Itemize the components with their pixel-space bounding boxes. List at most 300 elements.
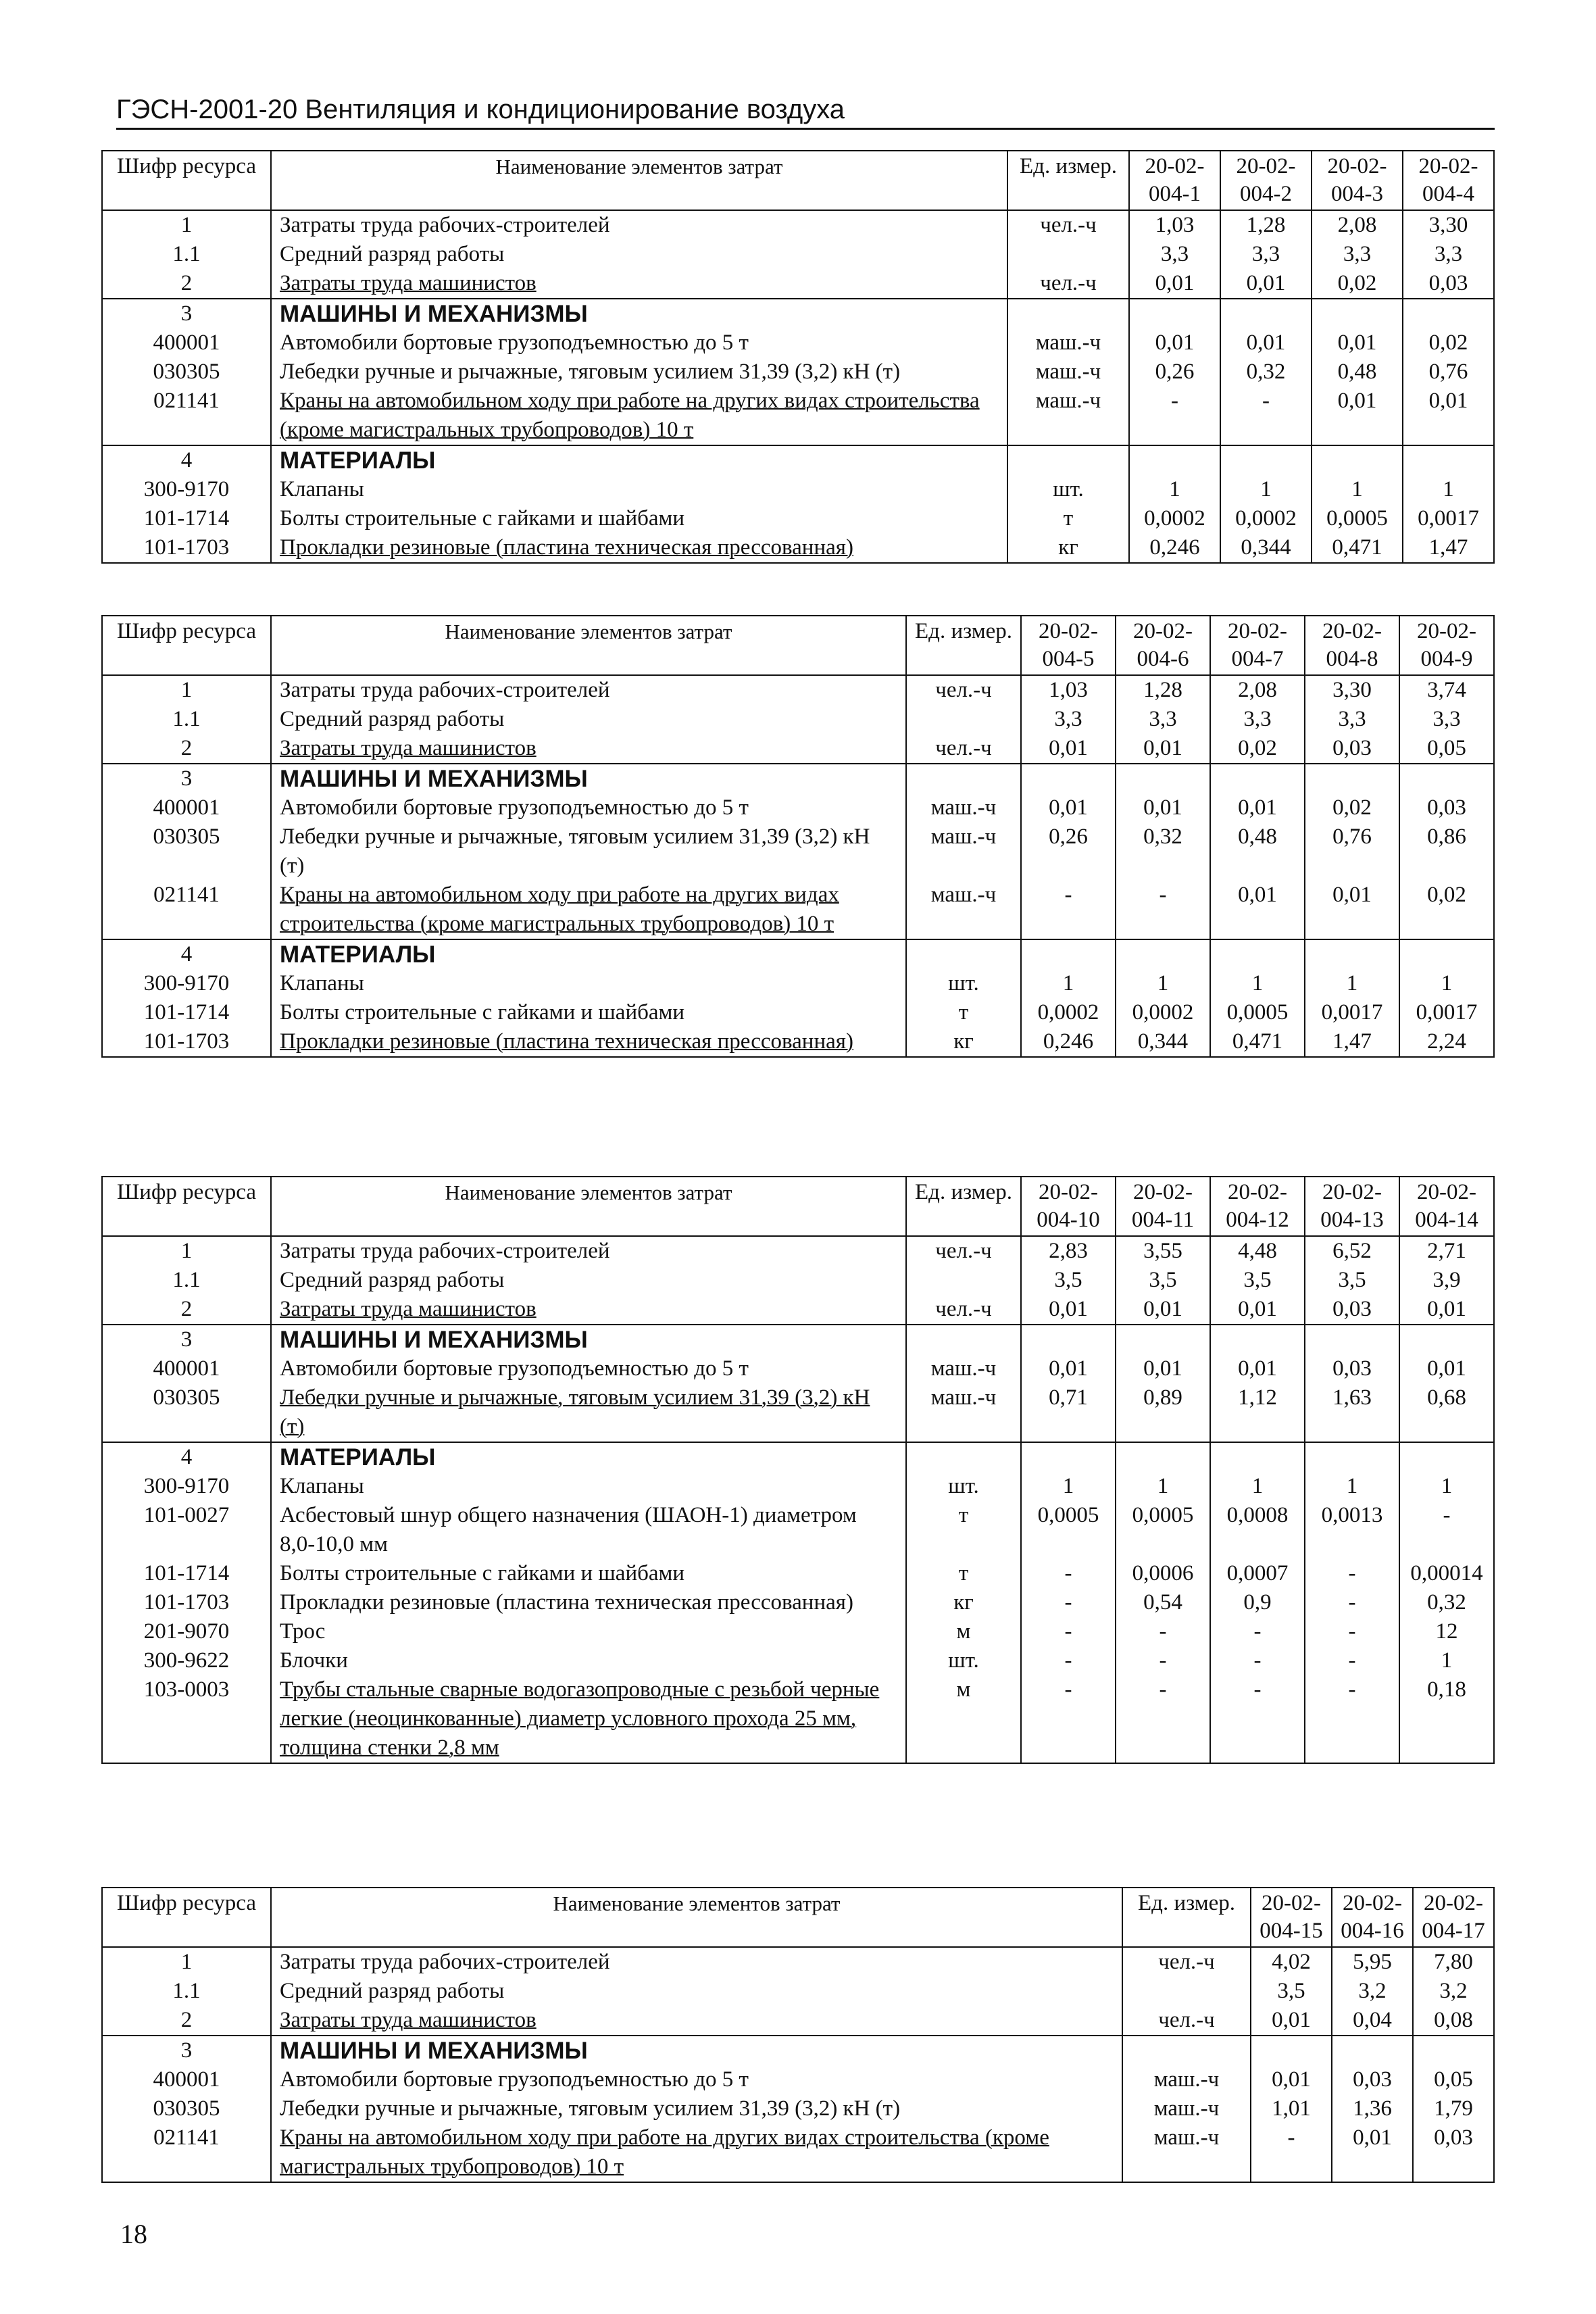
resource-name-text: МАТЕРИАЛЫ (280, 1444, 436, 1471)
value-cell: 0,03 (1305, 1354, 1399, 1383)
value-cell: 0,0002 (1116, 998, 1210, 1027)
value-cell (1116, 939, 1210, 969)
value-cell: 0,9 (1210, 1588, 1305, 1617)
resource-name-text: Лебедки ручные и рычажные, тяговым усилием 31,39 (3,2) кН (т) (280, 1385, 870, 1439)
section-row (102, 299, 1494, 328)
resource-name-text: Затраты труда рабочих-строителей (280, 1950, 610, 1974)
resource-unit: маш.-ч (906, 1383, 1021, 1442)
value-cell: 1 (1220, 475, 1312, 504)
value-cell (1251, 2036, 1332, 2065)
resource-unit (1007, 240, 1129, 269)
value-cell: 0,89 (1116, 1383, 1210, 1442)
value-cell: 1 (1129, 475, 1220, 504)
resource-name (271, 387, 1007, 445)
resource-unit (1007, 445, 1129, 475)
value-cell: 0,03 (1399, 793, 1494, 822)
value-cell: 0,26 (1021, 822, 1116, 881)
resource-unit (906, 1442, 1021, 1472)
resource-name-text: МАТЕРИАЛЫ (280, 447, 436, 474)
table-row (102, 475, 1494, 504)
resource-unit: маш.-ч (906, 793, 1021, 822)
resource-code: 101-1703 (102, 1027, 271, 1057)
table-row (102, 269, 1494, 299)
value-cell: - (1305, 1588, 1399, 1617)
value-cell (1210, 939, 1305, 969)
value-cell: - (1305, 1617, 1399, 1646)
section-row (102, 939, 1494, 969)
resource-name-text: Клапаны (280, 971, 364, 995)
resource-unit (906, 705, 1021, 734)
resource-name (271, 358, 1007, 387)
resource-name-text: Автомобили бортовые грузоподъемностью до 5 т (280, 1356, 749, 1381)
value-cell: - (1021, 881, 1116, 939)
column-header: 20-02-004-17 (1413, 1888, 1494, 1947)
value-cell: 6,52 (1305, 1236, 1399, 1266)
value-cell: - (1021, 1588, 1116, 1617)
resource-unit: чел.-ч (1007, 210, 1129, 240)
name-header: Наименование элементов затрат (271, 616, 906, 675)
resource-code: 1.1 (102, 1266, 271, 1295)
value-cell: 1,03 (1129, 210, 1220, 240)
resource-name (271, 2123, 1122, 2182)
value-cell: 0,03 (1305, 734, 1399, 764)
value-cell: 0,01 (1210, 1295, 1305, 1325)
value-cell: 3,5 (1116, 1266, 1210, 1295)
resource-name (271, 1675, 906, 1763)
section-row (102, 1442, 1494, 1472)
resource-name-text: Средний разряд работы (280, 242, 505, 266)
resource-name-text: Блочки (280, 1648, 348, 1673)
resource-code: 030305 (102, 358, 271, 387)
table-row (102, 328, 1494, 358)
resource-code: 2 (102, 1295, 271, 1325)
section-row (102, 764, 1494, 793)
resource-name (271, 1559, 906, 1588)
column-header: 20-02-004-4 (1403, 151, 1494, 210)
table-row (102, 1559, 1494, 1588)
value-cell: 0,01 (1129, 269, 1220, 299)
resource-name (271, 705, 906, 734)
resource-unit (1122, 2036, 1251, 2065)
value-cell: 1 (1116, 969, 1210, 998)
resource-name-text: Асбестовый шнур общего назначения (ШАОН-1) диаметром 8,0-10,0 мм (280, 1503, 857, 1556)
table-row (102, 734, 1494, 764)
resource-code: 1.1 (102, 705, 271, 734)
value-cell: 3,3 (1305, 705, 1399, 734)
resource-code: 101-1703 (102, 1588, 271, 1617)
value-cell: 1 (1399, 1472, 1494, 1501)
value-cell: 0,246 (1129, 533, 1220, 563)
value-cell: 0,0017 (1399, 998, 1494, 1027)
value-cell: 0,344 (1220, 533, 1312, 563)
resource-name-text: Клапаны (280, 1474, 364, 1498)
column-header: 20-02-004-13 (1305, 1177, 1399, 1236)
value-cell: 0,02 (1403, 328, 1494, 358)
value-cell: 2,71 (1399, 1236, 1494, 1266)
table-row (102, 675, 1494, 705)
value-cell: - (1116, 1675, 1210, 1763)
section-title (271, 1442, 906, 1472)
value-cell: - (1210, 1646, 1305, 1675)
value-cell: 1 (1021, 1472, 1116, 1501)
value-cell: - (1251, 2123, 1332, 2182)
value-cell: 1,12 (1210, 1383, 1305, 1442)
resource-name-text: Затраты труда рабочих-строителей (280, 678, 610, 702)
value-cell: 3,2 (1413, 1977, 1494, 2006)
value-cell (1403, 445, 1494, 475)
resource-name (271, 675, 906, 705)
page-header: ГЭСН-2001-20 Вентиляция и кондиционирование воздуха (116, 95, 1495, 130)
value-cell: 0,02 (1210, 734, 1305, 764)
value-cell: 3,55 (1116, 1236, 1210, 1266)
resource-code: 2 (102, 269, 271, 299)
value-cell: 0,32 (1116, 822, 1210, 881)
resource-unit: маш.-ч (1007, 387, 1129, 445)
value-cell: 0,05 (1399, 734, 1494, 764)
value-cell (1403, 299, 1494, 328)
value-cell (1129, 445, 1220, 475)
value-cell (1312, 299, 1403, 328)
column-header: 20-02-004-8 (1305, 616, 1399, 675)
value-cell: 0,01 (1220, 269, 1312, 299)
resource-unit: кг (906, 1588, 1021, 1617)
resource-unit: чел.-ч (906, 1236, 1021, 1266)
table-row (102, 1295, 1494, 1325)
value-cell (1021, 764, 1116, 793)
resource-name (271, 328, 1007, 358)
column-header: 20-02-004-1 (1129, 151, 1220, 210)
resource-name-text: Автомобили бортовые грузоподъемностью до 5 т (280, 795, 749, 820)
value-cell: 3,3 (1399, 705, 1494, 734)
table-row (102, 1947, 1494, 1977)
resource-code: 300-9170 (102, 475, 271, 504)
section-row (102, 1325, 1494, 1354)
section-row (102, 445, 1494, 475)
value-cell: 0,32 (1399, 1588, 1494, 1617)
value-cell: 0,246 (1021, 1027, 1116, 1057)
resource-unit (1007, 299, 1129, 328)
name-header: Наименование элементов затрат (271, 1888, 1122, 1947)
resource-code: 1.1 (102, 1977, 271, 2006)
column-header: 20-02-004-7 (1210, 616, 1305, 675)
resource-code: 400001 (102, 1354, 271, 1383)
value-cell: 0,02 (1312, 269, 1403, 299)
value-cell: - (1116, 1617, 1210, 1646)
resource-name (271, 1472, 906, 1501)
value-cell: - (1021, 1646, 1116, 1675)
resource-name-text: Затраты труда рабочих-строителей (280, 1239, 610, 1263)
resource-name (271, 210, 1007, 240)
resource-unit: маш.-ч (1122, 2094, 1251, 2123)
resource-name-text: Краны на автомобильном ходу при работе на других видах строительства (кроме магистральных трубопроводов) 10 т (280, 883, 839, 936)
table-row (102, 2094, 1494, 2123)
value-cell: 0,48 (1210, 822, 1305, 881)
value-cell: 1 (1210, 1472, 1305, 1501)
value-cell: 1 (1210, 969, 1305, 998)
value-cell: 0,01 (1312, 328, 1403, 358)
resource-name (271, 1266, 906, 1295)
value-cell (1021, 1442, 1116, 1472)
value-cell: 0,68 (1399, 1383, 1494, 1442)
resource-unit: маш.-ч (1122, 2065, 1251, 2094)
value-cell: 0,03 (1305, 1295, 1399, 1325)
table-row (102, 2006, 1494, 2036)
resource-code: 101-0027 (102, 1501, 271, 1559)
value-cell (1399, 939, 1494, 969)
resource-name (271, 734, 906, 764)
page-number: 18 (120, 2219, 147, 2249)
value-cell: 0,03 (1413, 2123, 1494, 2182)
resource-code: 1 (102, 210, 271, 240)
column-header: 20-02-004-12 (1210, 1177, 1305, 1236)
value-cell: 0,0005 (1021, 1501, 1116, 1559)
value-cell: 3,74 (1399, 675, 1494, 705)
resource-unit: шт. (1007, 475, 1129, 504)
value-cell: 4,48 (1210, 1236, 1305, 1266)
table-row (102, 1646, 1494, 1675)
resource-code: 103-0003 (102, 1675, 271, 1763)
value-cell: 2,08 (1210, 675, 1305, 705)
value-cell (1210, 764, 1305, 793)
resource-code: 1 (102, 1236, 271, 1266)
resource-name-text: МАШИНЫ И МЕХАНИЗМЫ (280, 301, 588, 327)
resource-name (271, 969, 906, 998)
resource-name (271, 881, 906, 939)
value-cell: 3,3 (1129, 240, 1220, 269)
table-row (102, 210, 1494, 240)
resource-name (271, 1354, 906, 1383)
resource-code: 4 (102, 1442, 271, 1472)
resource-name-text: Прокладки резиновые (пластина техническая прессованная) (280, 1029, 853, 1054)
table-row (102, 1236, 1494, 1266)
resource-name-text: Средний разряд работы (280, 707, 505, 731)
resource-code: 021141 (102, 2123, 271, 2182)
resource-unit: шт. (906, 1472, 1021, 1501)
resource-name-text: Средний разряд работы (280, 1268, 505, 1292)
value-cell: 0,01 (1399, 1295, 1494, 1325)
resource-name-text: Трубы стальные сварные водогазопроводные с резьбой черные легкие (неоцинкованные) диаметр условного прохода 25 мм, толщина стенки 2,8 мм (280, 1677, 880, 1760)
value-cell: 0,04 (1332, 2006, 1413, 2036)
column-header: 20-02-004-5 (1021, 616, 1116, 675)
column-header: 20-02-004-6 (1116, 616, 1210, 675)
value-cell (1332, 2036, 1413, 2065)
value-cell: 1,03 (1021, 675, 1116, 705)
value-cell: 0,01 (1021, 1354, 1116, 1383)
resource-name-text: Автомобили бортовые грузоподъемностью до 5 т (280, 330, 749, 355)
name-header: Наименование элементов затрат (271, 1177, 906, 1236)
table-row (102, 1354, 1494, 1383)
resource-code: 3 (102, 764, 271, 793)
value-cell: 1 (1305, 1472, 1399, 1501)
resource-name (271, 998, 906, 1027)
table-row (102, 1027, 1494, 1057)
resource-code: 300-9170 (102, 969, 271, 998)
resource-name-text: Клапаны (280, 477, 364, 501)
table-row (102, 793, 1494, 822)
resource-table-4 (101, 1887, 1495, 2183)
value-cell: 0,0017 (1305, 998, 1399, 1027)
section-title (271, 1325, 906, 1354)
value-cell: 7,80 (1413, 1947, 1494, 1977)
value-cell: 1 (1399, 1646, 1494, 1675)
resource-name-text: Болты строительные с гайками и шайбами (280, 1561, 685, 1585)
value-cell: 0,344 (1116, 1027, 1210, 1057)
value-cell: 0,0002 (1021, 998, 1116, 1027)
value-cell: 0,01 (1403, 387, 1494, 445)
value-cell: 1 (1116, 1472, 1210, 1501)
value-cell: 0,01 (1116, 1295, 1210, 1325)
value-cell (1021, 1325, 1116, 1354)
table-row (102, 1977, 1494, 2006)
value-cell: 3,3 (1116, 705, 1210, 734)
resource-unit: чел.-ч (1122, 2006, 1251, 2036)
value-cell: 4,02 (1251, 1947, 1332, 1977)
value-cell (1399, 764, 1494, 793)
value-cell (1220, 299, 1312, 328)
column-header: 20-02-004-14 (1399, 1177, 1494, 1236)
resource-code: 4 (102, 939, 271, 969)
table-row (102, 998, 1494, 1027)
resource-name (271, 2006, 1122, 2036)
table-row (102, 387, 1494, 445)
resource-unit: чел.-ч (1122, 1947, 1251, 1977)
resource-name-text: Лебедки ручные и рычажные, тяговым усилием 31,39 (3,2) кН (т) (280, 2096, 901, 2121)
resource-unit: т (906, 998, 1021, 1027)
value-cell: 0,01 (1021, 1295, 1116, 1325)
resource-code: 400001 (102, 793, 271, 822)
value-cell (1305, 939, 1399, 969)
value-cell: - (1021, 1559, 1116, 1588)
resource-name (271, 1947, 1122, 1977)
value-cell: 2,83 (1021, 1236, 1116, 1266)
table-row (102, 1472, 1494, 1501)
value-cell: - (1116, 1646, 1210, 1675)
value-cell: 0,05 (1413, 2065, 1494, 2094)
resource-unit: маш.-ч (1122, 2123, 1251, 2182)
value-cell (1413, 2036, 1494, 2065)
value-cell: 1 (1399, 969, 1494, 998)
value-cell: 0,48 (1312, 358, 1403, 387)
value-cell: 1,47 (1403, 533, 1494, 563)
value-cell (1399, 1442, 1494, 1472)
table-row (102, 822, 1494, 881)
unit-header: Ед. измер. (1122, 1888, 1251, 1947)
table-row (102, 533, 1494, 563)
value-cell: 0,01 (1305, 881, 1399, 939)
value-cell: 2,08 (1312, 210, 1403, 240)
resource-code: 030305 (102, 1383, 271, 1442)
value-cell: 0,01 (1116, 734, 1210, 764)
value-cell (1399, 1325, 1494, 1354)
value-cell: 0,0005 (1312, 504, 1403, 533)
value-cell: 0,0007 (1210, 1559, 1305, 1588)
table-row (102, 1266, 1494, 1295)
value-cell: 1 (1403, 475, 1494, 504)
value-cell: 0,71 (1021, 1383, 1116, 1442)
value-cell (1021, 939, 1116, 969)
resource-table-2 (101, 615, 1495, 1058)
value-cell: 0,01 (1116, 1354, 1210, 1383)
resource-unit: чел.-ч (1007, 269, 1129, 299)
resource-name-text: Затраты труда машинистов (280, 736, 537, 760)
table-row (102, 1588, 1494, 1617)
value-cell: 0,01 (1251, 2065, 1332, 2094)
resource-code: 300-9622 (102, 1646, 271, 1675)
resource-name (271, 1236, 906, 1266)
value-cell: 0,03 (1403, 269, 1494, 299)
value-cell: 0,76 (1403, 358, 1494, 387)
value-cell: 0,54 (1116, 1588, 1210, 1617)
value-cell: 0,0017 (1403, 504, 1494, 533)
resource-unit: маш.-ч (1007, 328, 1129, 358)
section-row (102, 2036, 1494, 2065)
resource-name-text: Краны на автомобильном ходу при работе на других видах строительства (кроме магистральных трубопроводов) 10 т (280, 2125, 1049, 2179)
value-cell: 0,01 (1399, 1354, 1494, 1383)
resource-name (271, 2094, 1122, 2123)
resource-table-1 (101, 150, 1495, 564)
resource-code: 201-9070 (102, 1617, 271, 1646)
value-cell: 3,3 (1403, 240, 1494, 269)
resource-unit (906, 1325, 1021, 1354)
value-cell: 0,01 (1251, 2006, 1332, 2036)
resource-code: 2 (102, 2006, 271, 2036)
value-cell (1116, 764, 1210, 793)
resource-code: 3 (102, 1325, 271, 1354)
value-cell: 3,5 (1210, 1266, 1305, 1295)
resource-name (271, 1977, 1122, 2006)
value-cell: 1,63 (1305, 1383, 1399, 1442)
value-cell (1116, 1442, 1210, 1472)
value-cell: - (1116, 881, 1210, 939)
resource-unit (906, 939, 1021, 969)
resource-code: 3 (102, 299, 271, 328)
value-cell: 0,01 (1332, 2123, 1413, 2182)
resource-unit: т (906, 1559, 1021, 1588)
resource-unit: маш.-ч (906, 1354, 1021, 1383)
resource-unit: кг (1007, 533, 1129, 563)
resource-code: 400001 (102, 328, 271, 358)
value-cell: - (1021, 1617, 1116, 1646)
resource-code: 3 (102, 2036, 271, 2065)
column-header: 20-02-004-9 (1399, 616, 1494, 675)
table-row (102, 2123, 1494, 2182)
resource-name-text: Затраты труда машинистов (280, 271, 537, 295)
resource-unit (906, 1266, 1021, 1295)
resource-name-text: Краны на автомобильном ходу при работе на других видах строительства (кроме магистральных трубопроводов) 10 т (280, 389, 980, 442)
code-header: Шифр ресурса (102, 616, 271, 675)
resource-name (271, 240, 1007, 269)
resource-unit: кг (906, 1027, 1021, 1057)
section-title (271, 764, 906, 793)
value-cell: - (1305, 1646, 1399, 1675)
table-row (102, 1383, 1494, 1442)
value-cell: 3,30 (1403, 210, 1494, 240)
unit-header: Ед. измер. (906, 616, 1021, 675)
value-cell: - (1021, 1675, 1116, 1763)
table-row (102, 1675, 1494, 1763)
column-header: 20-02-004-15 (1251, 1888, 1332, 1947)
value-cell: - (1210, 1675, 1305, 1763)
column-header: 20-02-004-2 (1220, 151, 1312, 210)
header-row (102, 1177, 1494, 1236)
resource-name (271, 1027, 906, 1057)
table-row (102, 1501, 1494, 1559)
value-cell: 3,3 (1021, 705, 1116, 734)
resource-code: 1.1 (102, 240, 271, 269)
value-cell: 0,26 (1129, 358, 1220, 387)
resource-unit: чел.-ч (906, 734, 1021, 764)
resource-name (271, 1646, 906, 1675)
